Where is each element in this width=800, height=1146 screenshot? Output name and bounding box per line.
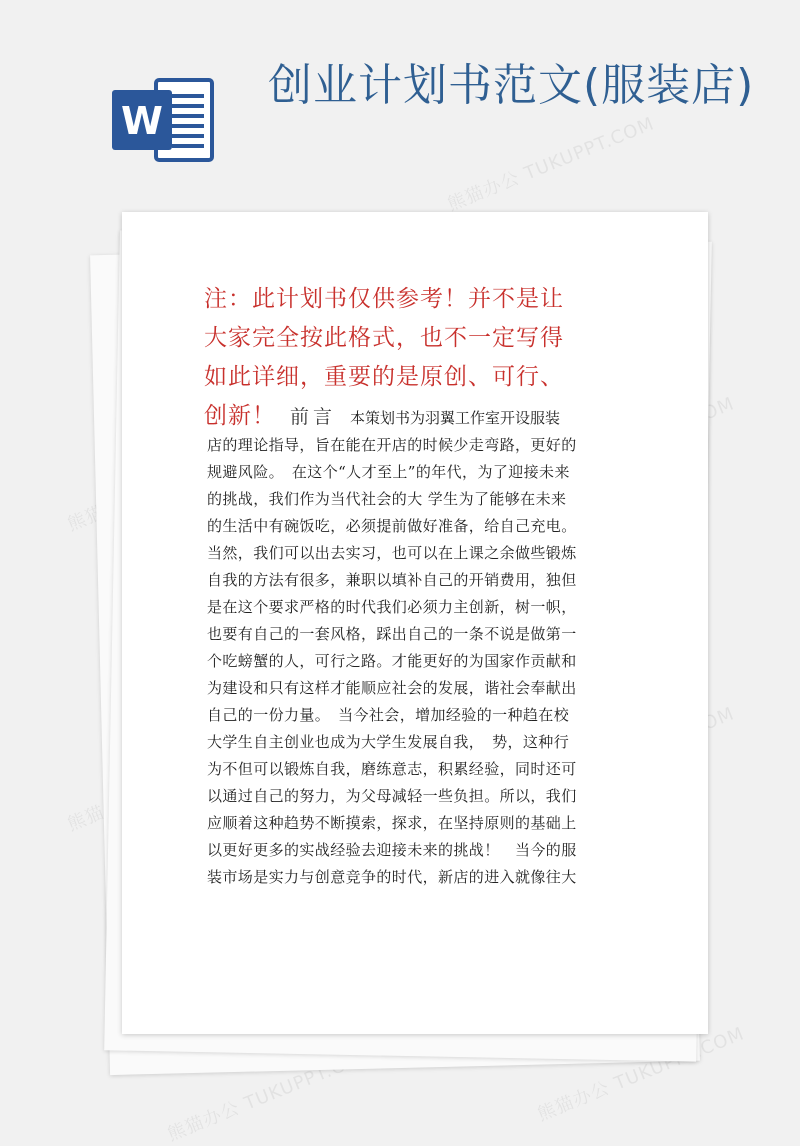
word-icon-letter: W xyxy=(121,99,163,143)
body-line: 的挑战，我们作为当代社会的大 学生为了能够在未来 xyxy=(207,490,567,508)
notice-block xyxy=(204,280,624,438)
body-line: 装市场是实力与创意竞争的时代，新店的进入就像往大 xyxy=(207,868,577,886)
page-title: 创业计划书范文(服装店) xyxy=(268,60,755,111)
body-line: 也要有自己的一套风格，踩出自己的一条不说是做第一 xyxy=(207,625,577,643)
notice-line: 如此详细，重要的是原创、可行、 xyxy=(204,364,564,390)
body-line: 自己的一份力量。 当今社会，增加经验的一种趋在校 xyxy=(207,706,570,724)
word-document-icon xyxy=(110,72,216,168)
notice-line: 创新！ xyxy=(204,403,276,429)
body-line: 以通过自己的努力，为父母减轻一些负担。所以，我们 xyxy=(207,787,577,805)
header xyxy=(0,0,800,215)
body-line: 应顺着这种趋势不断摸索，探求，在坚持原则的基础上 xyxy=(207,814,577,832)
body-line: 店的理论指导，旨在能在开店的时候少走弯路，更好的 xyxy=(207,436,577,454)
body-line: 以更好更多的实战经验去迎接未来的挑战！ 当今的服 xyxy=(207,841,577,859)
body-line: 为不但可以锻炼自我，磨练意志，积累经验，同时还可 xyxy=(207,760,577,778)
preface-lead-text: 本策划书为羽翼工作室开设服装 xyxy=(350,409,561,427)
body-line: 当然，我们可以出去实习，也可以在上课之余做些锻炼 xyxy=(207,544,577,562)
watermark: 熊猫办公 TUKUPPT.COM xyxy=(164,1043,378,1146)
body-line: 规避风险。 在这个“人才至上”的年代，为了迎接未来 xyxy=(207,463,570,481)
body-line: 为建设和只有这样才能顺应社会的发展，谐社会奉献出 xyxy=(207,679,577,697)
preface-heading: 前言 xyxy=(290,406,337,428)
body-line: 自我的方法有很多，兼职以填补自己的开销费用，独但 xyxy=(207,571,577,589)
body-line: 大学生自主创业也成为大学生发展自我， 势，这种行 xyxy=(207,733,570,751)
body-line: 是在这个要求严格的时代我们必须力主创新，树一帜， xyxy=(207,598,577,616)
body-line: 的生活中有碗饭吃，必须提前做好准备，给自己充电。 xyxy=(207,517,577,535)
watermark: 熊猫办公 TUKUPPT.COM xyxy=(534,1023,748,1126)
notice-line: 大家完全按此格式，也不一定写得 xyxy=(204,325,564,351)
watermark: 熊猫办公 TUKUPPT.COM xyxy=(444,113,658,216)
notice-line: 注：此计划书仅供参考！并不是让 xyxy=(204,286,564,312)
document-body xyxy=(207,432,627,891)
body-line: 个吃螃蟹的人，可行之路。才能更好的为国家作贡献和 xyxy=(207,652,577,670)
